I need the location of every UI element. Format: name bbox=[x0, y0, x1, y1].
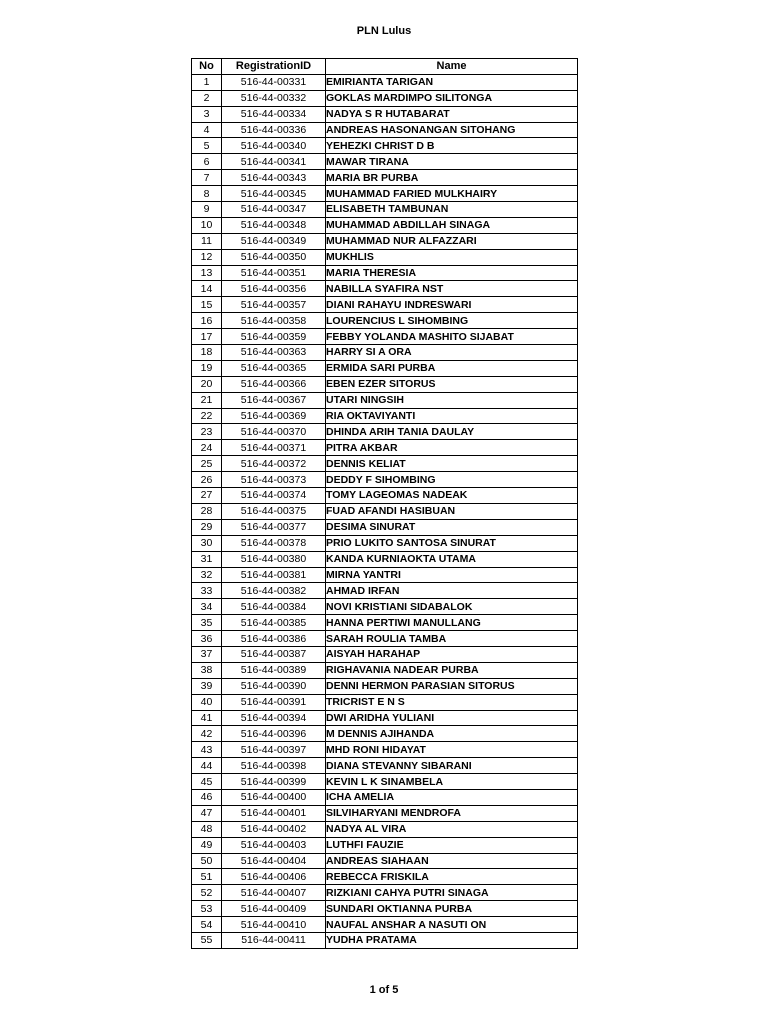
table-row bbox=[192, 440, 578, 456]
row-number: 31 bbox=[192, 551, 222, 567]
student-name: SARAH ROULIA TAMBA bbox=[326, 631, 578, 647]
table-row bbox=[192, 615, 578, 631]
row-number: 41 bbox=[192, 710, 222, 726]
row-number: 32 bbox=[192, 567, 222, 583]
table-row bbox=[192, 154, 578, 170]
student-name: MUHAMMAD FARIED MULKHAIRY bbox=[326, 186, 578, 202]
table-row bbox=[192, 503, 578, 519]
table-row bbox=[192, 869, 578, 885]
student-name: PRIO LUKITO SANTOSA SINURAT bbox=[326, 535, 578, 551]
row-number: 19 bbox=[192, 360, 222, 376]
registration-id: 516-44-00357 bbox=[222, 297, 326, 313]
student-name: EBEN EZER SITORUS bbox=[326, 376, 578, 392]
row-number: 9 bbox=[192, 202, 222, 218]
student-name: FUAD AFANDI HASIBUAN bbox=[326, 503, 578, 519]
registration-id: 516-44-00348 bbox=[222, 217, 326, 233]
row-number: 17 bbox=[192, 329, 222, 345]
table-row bbox=[192, 837, 578, 853]
registration-id: 516-44-00382 bbox=[222, 583, 326, 599]
table-row bbox=[192, 376, 578, 392]
row-number: 54 bbox=[192, 917, 222, 933]
student-name: PITRA AKBAR bbox=[326, 440, 578, 456]
registration-id: 516-44-00365 bbox=[222, 360, 326, 376]
registration-id: 516-44-00340 bbox=[222, 138, 326, 154]
results-table bbox=[191, 58, 578, 949]
student-name: YUDHA PRATAMA bbox=[326, 932, 578, 948]
page-title: PLN Lulus bbox=[356, 25, 412, 37]
table-row bbox=[192, 345, 578, 361]
row-number: 48 bbox=[192, 821, 222, 837]
header-name: Name bbox=[326, 59, 578, 75]
student-name: HANNA PERTIWI MANULLANG bbox=[326, 615, 578, 631]
row-number: 13 bbox=[192, 265, 222, 281]
student-name: RIA OKTAVIYANTI bbox=[326, 408, 578, 424]
student-name: ANDREAS HASONANGAN SITOHANG bbox=[326, 122, 578, 138]
student-name: LUTHFI FAUZIE bbox=[326, 837, 578, 853]
student-name: KANDA KURNIAOKTA UTAMA bbox=[326, 551, 578, 567]
row-number: 46 bbox=[192, 789, 222, 805]
registration-id: 516-44-00397 bbox=[222, 742, 326, 758]
row-number: 23 bbox=[192, 424, 222, 440]
registration-id: 516-44-00399 bbox=[222, 774, 326, 790]
registration-id: 516-44-00391 bbox=[222, 694, 326, 710]
table-row bbox=[192, 217, 578, 233]
registration-id: 516-44-00371 bbox=[222, 440, 326, 456]
table-row bbox=[192, 202, 578, 218]
row-number: 42 bbox=[192, 726, 222, 742]
student-name: MHD RONI HIDAYAT bbox=[326, 742, 578, 758]
student-name: DWI ARIDHA YULIANI bbox=[326, 710, 578, 726]
header-no: No bbox=[192, 59, 222, 75]
row-number: 1 bbox=[192, 74, 222, 90]
registration-id: 516-44-00380 bbox=[222, 551, 326, 567]
registration-id: 516-44-00336 bbox=[222, 122, 326, 138]
student-name: DIANA STEVANNY SIBARANI bbox=[326, 758, 578, 774]
registration-id: 516-44-00400 bbox=[222, 789, 326, 805]
row-number: 40 bbox=[192, 694, 222, 710]
student-name: EMIRIANTA TARIGAN bbox=[326, 74, 578, 90]
student-name: DENNI HERMON PARASIAN SITORUS bbox=[326, 678, 578, 694]
table-row bbox=[192, 551, 578, 567]
registration-id: 516-44-00349 bbox=[222, 233, 326, 249]
table-row bbox=[192, 710, 578, 726]
table-row bbox=[192, 392, 578, 408]
student-name: SUNDARI OKTIANNA PURBA bbox=[326, 901, 578, 917]
student-name: NADYA S R HUTABARAT bbox=[326, 106, 578, 122]
row-number: 47 bbox=[192, 805, 222, 821]
registration-id: 516-44-00345 bbox=[222, 186, 326, 202]
header-registration-id: RegistrationID bbox=[222, 59, 326, 75]
student-name: ICHA AMELIA bbox=[326, 789, 578, 805]
table-row bbox=[192, 917, 578, 933]
row-number: 51 bbox=[192, 869, 222, 885]
row-number: 16 bbox=[192, 313, 222, 329]
student-name: REBECCA FRISKILA bbox=[326, 869, 578, 885]
table-row bbox=[192, 789, 578, 805]
table-row bbox=[192, 281, 578, 297]
registration-id: 516-44-00407 bbox=[222, 885, 326, 901]
table-row bbox=[192, 885, 578, 901]
student-name: NAUFAL ANSHAR A NASUTI ON bbox=[326, 917, 578, 933]
registration-id: 516-44-00367 bbox=[222, 392, 326, 408]
table-row bbox=[192, 631, 578, 647]
row-number: 44 bbox=[192, 758, 222, 774]
registration-id: 516-44-00356 bbox=[222, 281, 326, 297]
row-number: 15 bbox=[192, 297, 222, 313]
table-header-row bbox=[192, 59, 578, 75]
student-name: AHMAD IRFAN bbox=[326, 583, 578, 599]
student-name: MARIA THERESIA bbox=[326, 265, 578, 281]
table-row bbox=[192, 424, 578, 440]
table-row bbox=[192, 106, 578, 122]
student-name: M DENNIS AJIHANDA bbox=[326, 726, 578, 742]
student-name: DENNIS KELIAT bbox=[326, 456, 578, 472]
row-number: 27 bbox=[192, 488, 222, 504]
student-name: DEDDY F SIHOMBING bbox=[326, 472, 578, 488]
row-number: 53 bbox=[192, 901, 222, 917]
table-row bbox=[192, 742, 578, 758]
table-row bbox=[192, 186, 578, 202]
student-name: ANDREAS SIAHAAN bbox=[326, 853, 578, 869]
student-name: ELISABETH TAMBUNAN bbox=[326, 202, 578, 218]
registration-id: 516-44-00406 bbox=[222, 869, 326, 885]
student-name: DESIMA SINURAT bbox=[326, 519, 578, 535]
row-number: 22 bbox=[192, 408, 222, 424]
registration-id: 516-44-00331 bbox=[222, 74, 326, 90]
registration-id: 516-44-00375 bbox=[222, 503, 326, 519]
row-number: 5 bbox=[192, 138, 222, 154]
student-name: LOURENCIUS L SIHOMBING bbox=[326, 313, 578, 329]
student-name: UTARI NINGSIH bbox=[326, 392, 578, 408]
student-name: NABILLA SYAFIRA NST bbox=[326, 281, 578, 297]
student-name: FEBBY YOLANDA MASHITO SIJABAT bbox=[326, 329, 578, 345]
row-number: 25 bbox=[192, 456, 222, 472]
registration-id: 516-44-00404 bbox=[222, 853, 326, 869]
registration-id: 516-44-00402 bbox=[222, 821, 326, 837]
student-name: KEVIN L K SINAMBELA bbox=[326, 774, 578, 790]
table-row bbox=[192, 662, 578, 678]
registration-id: 516-44-00369 bbox=[222, 408, 326, 424]
registration-id: 516-44-00389 bbox=[222, 662, 326, 678]
student-name: SILVIHARYANI MENDROFA bbox=[326, 805, 578, 821]
row-number: 4 bbox=[192, 122, 222, 138]
table-row bbox=[192, 313, 578, 329]
table-row bbox=[192, 456, 578, 472]
row-number: 49 bbox=[192, 837, 222, 853]
registration-id: 516-44-00332 bbox=[222, 90, 326, 106]
registration-id: 516-44-00372 bbox=[222, 456, 326, 472]
table-row bbox=[192, 726, 578, 742]
registration-id: 516-44-00384 bbox=[222, 599, 326, 615]
registration-id: 516-44-00351 bbox=[222, 265, 326, 281]
table-row bbox=[192, 138, 578, 154]
student-name: TRICRIST E N S bbox=[326, 694, 578, 710]
row-number: 8 bbox=[192, 186, 222, 202]
row-number: 18 bbox=[192, 345, 222, 361]
row-number: 2 bbox=[192, 90, 222, 106]
registration-id: 516-44-00374 bbox=[222, 488, 326, 504]
table-row bbox=[192, 774, 578, 790]
registration-id: 516-44-00377 bbox=[222, 519, 326, 535]
row-number: 29 bbox=[192, 519, 222, 535]
table-row bbox=[192, 74, 578, 90]
registration-id: 516-44-00401 bbox=[222, 805, 326, 821]
registration-id: 516-44-00366 bbox=[222, 376, 326, 392]
row-number: 43 bbox=[192, 742, 222, 758]
registration-id: 516-44-00358 bbox=[222, 313, 326, 329]
row-number: 34 bbox=[192, 599, 222, 615]
table-row bbox=[192, 821, 578, 837]
student-name: TOMY LAGEOMAS NADEAK bbox=[326, 488, 578, 504]
table-row bbox=[192, 694, 578, 710]
row-number: 7 bbox=[192, 170, 222, 186]
table-row bbox=[192, 519, 578, 535]
student-name: AISYAH HARAHAP bbox=[326, 646, 578, 662]
table-row bbox=[192, 599, 578, 615]
student-name: MARIA BR PURBA bbox=[326, 170, 578, 186]
registration-id: 516-44-00409 bbox=[222, 901, 326, 917]
row-number: 14 bbox=[192, 281, 222, 297]
registration-id: 516-44-00386 bbox=[222, 631, 326, 647]
registration-id: 516-44-00334 bbox=[222, 106, 326, 122]
table-row bbox=[192, 90, 578, 106]
row-number: 45 bbox=[192, 774, 222, 790]
table-row bbox=[192, 408, 578, 424]
row-number: 11 bbox=[192, 233, 222, 249]
registration-id: 516-44-00343 bbox=[222, 170, 326, 186]
registration-id: 516-44-00403 bbox=[222, 837, 326, 853]
registration-id: 516-44-00370 bbox=[222, 424, 326, 440]
table-row bbox=[192, 583, 578, 599]
row-number: 55 bbox=[192, 932, 222, 948]
student-name: RIZKIANI CAHYA PUTRI SINAGA bbox=[326, 885, 578, 901]
table-row bbox=[192, 758, 578, 774]
table-row bbox=[192, 535, 578, 551]
page-number: 1 of 5 bbox=[369, 984, 399, 996]
row-number: 28 bbox=[192, 503, 222, 519]
registration-id: 516-44-00410 bbox=[222, 917, 326, 933]
table-row bbox=[192, 567, 578, 583]
row-number: 30 bbox=[192, 535, 222, 551]
row-number: 52 bbox=[192, 885, 222, 901]
registration-id: 516-44-00363 bbox=[222, 345, 326, 361]
student-name: HARRY SI A ORA bbox=[326, 345, 578, 361]
student-name: RIGHAVANIA NADEAR PURBA bbox=[326, 662, 578, 678]
registration-id: 516-44-00398 bbox=[222, 758, 326, 774]
row-number: 12 bbox=[192, 249, 222, 265]
table-row bbox=[192, 360, 578, 376]
row-number: 37 bbox=[192, 646, 222, 662]
registration-id: 516-44-00373 bbox=[222, 472, 326, 488]
table-row bbox=[192, 488, 578, 504]
table-row bbox=[192, 122, 578, 138]
student-name: MUHAMMAD ABDILLAH SINAGA bbox=[326, 217, 578, 233]
registration-id: 516-44-00394 bbox=[222, 710, 326, 726]
table-row bbox=[192, 646, 578, 662]
table-row bbox=[192, 170, 578, 186]
student-name: NADYA AL VIRA bbox=[326, 821, 578, 837]
table-body bbox=[192, 74, 578, 948]
row-number: 39 bbox=[192, 678, 222, 694]
row-number: 26 bbox=[192, 472, 222, 488]
registration-id: 516-44-00347 bbox=[222, 202, 326, 218]
registration-id: 516-44-00359 bbox=[222, 329, 326, 345]
student-name: MIRNA YANTRI bbox=[326, 567, 578, 583]
row-number: 24 bbox=[192, 440, 222, 456]
row-number: 38 bbox=[192, 662, 222, 678]
table-row bbox=[192, 901, 578, 917]
registration-id: 516-44-00385 bbox=[222, 615, 326, 631]
row-number: 3 bbox=[192, 106, 222, 122]
registration-id: 516-44-00341 bbox=[222, 154, 326, 170]
student-name: MUHAMMAD NUR ALFAZZARI bbox=[326, 233, 578, 249]
registration-id: 516-44-00350 bbox=[222, 249, 326, 265]
student-name: NOVI KRISTIANI SIDABALOK bbox=[326, 599, 578, 615]
row-number: 21 bbox=[192, 392, 222, 408]
row-number: 35 bbox=[192, 615, 222, 631]
student-name: DIANI RAHAYU INDRESWARI bbox=[326, 297, 578, 313]
row-number: 6 bbox=[192, 154, 222, 170]
student-name: GOKLAS MARDIMPO SILITONGA bbox=[326, 90, 578, 106]
registration-id: 516-44-00387 bbox=[222, 646, 326, 662]
row-number: 20 bbox=[192, 376, 222, 392]
table-row bbox=[192, 233, 578, 249]
registration-id: 516-44-00390 bbox=[222, 678, 326, 694]
table-row bbox=[192, 472, 578, 488]
table-row bbox=[192, 678, 578, 694]
student-name: YEHEZKI CHRIST D B bbox=[326, 138, 578, 154]
table-row bbox=[192, 249, 578, 265]
table-row bbox=[192, 297, 578, 313]
row-number: 10 bbox=[192, 217, 222, 233]
table-row bbox=[192, 805, 578, 821]
row-number: 50 bbox=[192, 853, 222, 869]
row-number: 33 bbox=[192, 583, 222, 599]
registration-id: 516-44-00378 bbox=[222, 535, 326, 551]
registration-id: 516-44-00381 bbox=[222, 567, 326, 583]
student-name: ERMIDA SARI PURBA bbox=[326, 360, 578, 376]
table-row bbox=[192, 853, 578, 869]
row-number: 36 bbox=[192, 631, 222, 647]
student-name: DHINDA ARIH TANIA DAULAY bbox=[326, 424, 578, 440]
student-name: MUKHLIS bbox=[326, 249, 578, 265]
registration-id: 516-44-00396 bbox=[222, 726, 326, 742]
table-row bbox=[192, 265, 578, 281]
registration-id: 516-44-00411 bbox=[222, 932, 326, 948]
student-name: MAWAR TIRANA bbox=[326, 154, 578, 170]
table-row bbox=[192, 329, 578, 345]
table-row bbox=[192, 932, 578, 948]
